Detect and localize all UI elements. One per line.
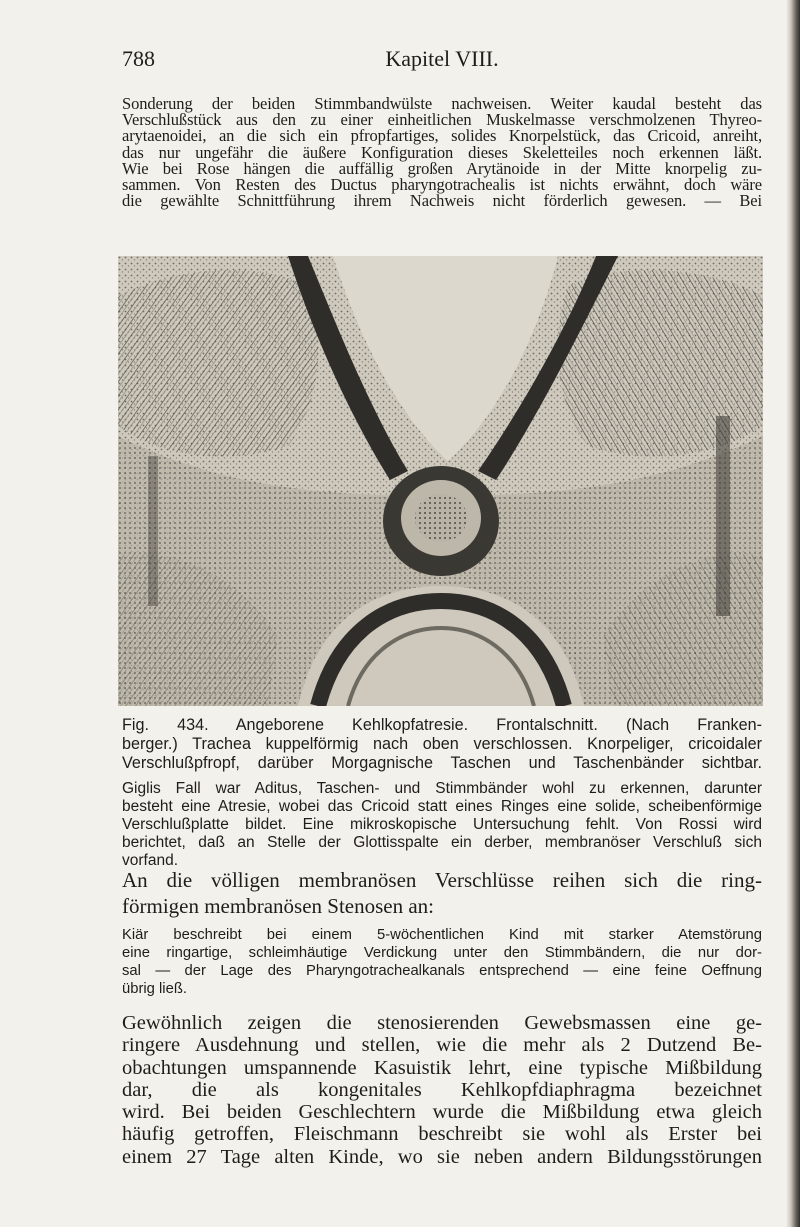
text-line: Giglis Fall war Aditus, Taschen- und Stimmbänder wohl zu erkennen, darunter bbox=[122, 780, 762, 797]
text-line: besteht eine Atresie, wobei das Cricoid statt eines Ringes eine solide, scheibenförmige bbox=[122, 798, 762, 815]
diaphragm-paragraph bbox=[122, 1012, 762, 1168]
text-line: Kiär beschreibt bei einem 5-wöchentlichen Kind mit starker Atemstörung bbox=[122, 927, 762, 943]
text-line: Gewöhnlich zeigen die stenosierenden Gewebsmassen eine ge- bbox=[122, 1012, 762, 1034]
text-line: vorfand. bbox=[122, 852, 179, 869]
text-line: berichtet, daß an Stelle der Glottisspalte ein derber, membranöser Verschluß sich bbox=[122, 834, 762, 851]
text-line: sammen. Von Resten des Ductus pharyngotrachealis ist nichts erwähnt, doch wäre bbox=[122, 175, 762, 195]
figure-caption bbox=[122, 716, 762, 773]
text-line: das nur ungefähr die äußere Konfiguration dieses Skeletteiles noch erkennen läßt. bbox=[122, 142, 762, 162]
page-binding-edge bbox=[786, 0, 800, 1227]
text-line: Wie bei Rose hängen die auffällig großen Arytänoide in der Mitte knorpelig zu- bbox=[122, 158, 762, 178]
text-line: ringere Ausdehnung und stellen, wie die mehr als 2 Dutzend Be- bbox=[122, 1034, 762, 1057]
text-line: förmigen membranösen Stenosen an: bbox=[122, 894, 435, 918]
text-line: An die völligen membranösen Verschlüsse reihen sich die ring- bbox=[122, 868, 762, 892]
histology-figure-image bbox=[118, 256, 763, 706]
text-line: Verschlußstück aus den zu einer einheitlichen Muskelmasse verschmolzenen Thyreo- bbox=[122, 110, 762, 130]
text-line: wird. Bei beiden Geschlechtern wurde die Mißbildung etwa gleich bbox=[122, 1101, 762, 1124]
caption-line: Fig. 434. Angeborene Kehlkopfatresie. Frontalschnitt. (Nach Franken- bbox=[122, 716, 762, 734]
text-line: sal — der Lage des Pharyngotrachealkanals entsprechend — eine feine Oeffnung bbox=[122, 963, 762, 979]
text-line: häufig getroffen, Fleischmann beschreibt sie wohl als Erster bei bbox=[122, 1123, 762, 1146]
page-header bbox=[122, 46, 762, 76]
text-line: einem 27 Tage alten Kinde, wo sie neben andern Bildungsstörungen bbox=[122, 1145, 762, 1168]
caption-line: berger.) Trachea kuppelförmig nach oben verschlossen. Knorpeliger, cricoidaler bbox=[122, 735, 762, 753]
kiar-paragraph bbox=[122, 926, 762, 998]
chapter-title: Kapitel VIII. bbox=[385, 46, 499, 71]
text-line: die gewählte Schnittführung ihrem Nachweis nicht förderlich gewesen. — Bei bbox=[122, 191, 762, 211]
text-line: übrig ließ. bbox=[122, 981, 187, 997]
text-line: arytaenoidei, an die sich ein pfropfartiges, solides Knorpelstück, das Cricoid, anreiht, bbox=[122, 126, 762, 146]
text-line: eine ringartige, schleimhäutige Verdickung unter den Stimmbändern, die nur dor- bbox=[122, 945, 762, 961]
text-line: Verschlußplatte bildet. Eine mikroskopische Untersuchung fehlt. Von Rossi wird bbox=[122, 816, 762, 833]
caption-line: Verschlußpfropf, darüber Morgagnische Taschen und Taschenbänder sichtbar. bbox=[122, 754, 762, 772]
text-line: dar, die als kongenitales Kehlkopfdiaphragma bezeichnet bbox=[122, 1078, 762, 1101]
text-line: Sonderung der beiden Stimmbandwülste nachweisen. Weiter kaudal besteht das bbox=[122, 94, 762, 113]
page-number: 788 bbox=[122, 46, 155, 71]
text-line: obachtungen umspannende Kasuistik lehrt, eine typische Mißbildung bbox=[122, 1056, 762, 1079]
histology-section-drawing bbox=[118, 256, 763, 706]
intro-paragraph bbox=[122, 96, 762, 209]
giglis-paragraph bbox=[122, 780, 762, 870]
stenosis-heading-paragraph bbox=[122, 867, 762, 919]
